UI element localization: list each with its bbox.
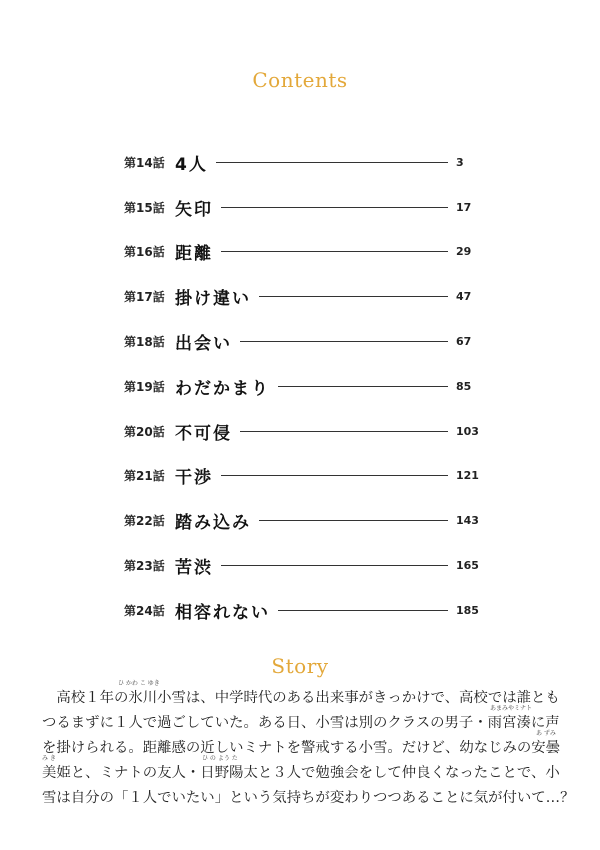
story-line-text: つるまずに１人で過ごしていた。ある日、小雪は別のクラスの男子・雨宮湊に声 <box>42 715 560 731</box>
chapter-title: 不可侵 <box>175 423 232 444</box>
story-line-text: 美姫と、ミナトの友人・日野陽太と３人で勉強会をして仲良くなったことで、小 <box>42 765 560 781</box>
chapter-title: 相容れない <box>175 602 270 623</box>
toc-row[interactable] <box>124 498 484 543</box>
story-line <box>42 786 575 811</box>
chapter-page: 17 <box>456 200 472 214</box>
chapter-number: 第22話 <box>124 514 165 529</box>
contents-heading: Contents <box>252 68 348 92</box>
chapter-page: 143 <box>456 514 479 528</box>
chapter-number: 第21話 <box>124 469 165 484</box>
toc-row[interactable] <box>124 588 484 633</box>
chapter-page: 3 <box>456 155 464 169</box>
chapter-title: 掛け違い <box>175 289 251 310</box>
chapter-number: 第20話 <box>124 424 165 439</box>
leader-line <box>278 386 448 387</box>
chapter-number: 第15話 <box>124 200 165 215</box>
chapter-page: 185 <box>456 603 479 617</box>
chapter-number: 第18話 <box>124 335 165 350</box>
chapter-page: 67 <box>456 335 472 349</box>
chapter-title: 苦渋 <box>175 558 213 579</box>
table-of-contents <box>124 140 484 633</box>
toc-row[interactable] <box>124 409 484 454</box>
chapter-number: 第19話 <box>124 379 165 394</box>
toc-row[interactable] <box>124 274 484 319</box>
chapter-page: 103 <box>456 424 479 438</box>
toc-row[interactable] <box>124 140 484 185</box>
story-line <box>42 755 572 786</box>
toc-row[interactable] <box>124 319 484 364</box>
leader-line <box>221 207 448 208</box>
chapter-number: 第23話 <box>124 559 165 574</box>
story-line-text: 高校１年の氷川小雪は、中学時代のある出来事がきっかけで、高校では誰とも <box>42 690 560 706</box>
story-line-text: 雪は自分の「１人でいたい」という気持ちが変わりつつあることに気が付いて…？ <box>42 790 575 806</box>
chapter-page: 85 <box>456 379 472 393</box>
chapter-page: 47 <box>456 290 472 304</box>
chapter-number: 第16話 <box>124 245 165 260</box>
furigana: あまみやミナト <box>490 705 533 712</box>
leader-line <box>259 296 448 297</box>
furigana: ひ の よう た <box>202 755 238 762</box>
chapter-title: 踏み込み <box>175 513 251 534</box>
leader-line <box>221 251 448 252</box>
furigana: ひ かわ こ ゆき <box>118 680 160 687</box>
leader-line <box>221 475 448 476</box>
toc-row[interactable] <box>124 185 484 230</box>
story-heading: Story <box>271 654 329 678</box>
leader-line <box>216 162 448 163</box>
furigana: み き <box>42 755 56 762</box>
chapter-title: 干渉 <box>175 468 213 489</box>
chapter-page: 121 <box>456 469 479 483</box>
furigana: あ ずみ <box>536 730 556 737</box>
chapter-number: 第14話 <box>124 155 165 170</box>
chapter-title: 矢印 <box>175 199 213 220</box>
chapter-title: わだかまり <box>175 378 270 399</box>
toc-row[interactable] <box>124 364 484 409</box>
leader-line <box>240 431 448 432</box>
leader-line <box>221 565 448 566</box>
leader-line <box>240 341 448 342</box>
chapter-page: 165 <box>456 559 479 573</box>
chapter-number: 第17話 <box>124 290 165 305</box>
leader-line <box>278 610 448 611</box>
chapter-number: 第24話 <box>124 603 165 618</box>
toc-row[interactable] <box>124 230 484 275</box>
chapter-title: 出会い <box>175 334 232 355</box>
leader-line <box>259 520 448 521</box>
toc-row[interactable] <box>124 454 484 499</box>
story-text <box>42 680 575 811</box>
chapter-page: 29 <box>456 245 472 259</box>
chapter-title: 距離 <box>175 244 213 265</box>
story-line-text: を掛けられる。距離感の近しいミナトを警戒する小雪。だけど、幼なじみの安曇 <box>42 740 561 756</box>
story-line <box>42 730 572 761</box>
toc-row[interactable] <box>124 543 484 588</box>
story-line <box>42 705 572 736</box>
chapter-title: 4人 <box>175 154 208 175</box>
